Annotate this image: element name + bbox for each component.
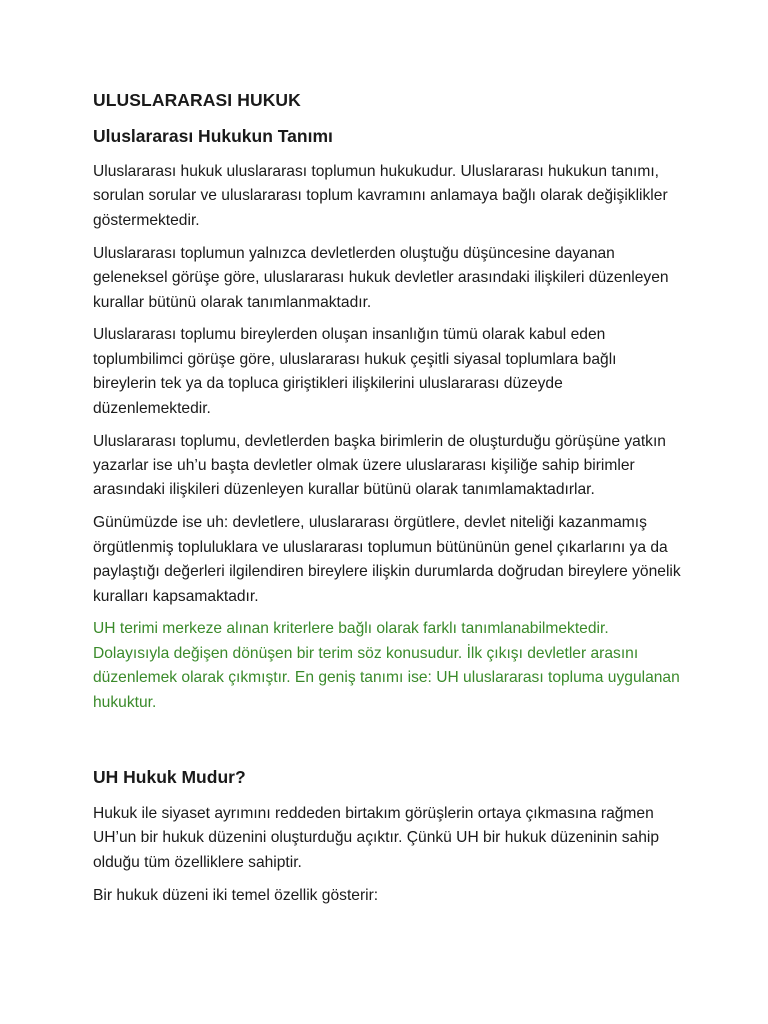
document-page: [93, 88, 683, 917]
section-heading-definition: Uluslararası Hukukun Tanımı: [93, 126, 333, 146]
paragraph: Uluslararası toplumu, devletlerden başka birimlerin de oluşturduğu görüşüne yatkın yazarlar ise uh’u başta devletler olmak üzere uluslararası kişiliğe sahip birimler arasındaki ilişkileri düzenleyen kurallar bütünü olarak tanımlamaktadırlar.: [93, 432, 666, 499]
paragraph: Hukuk ile siyaset ayrımını reddeden birtakım görüşlerin ortaya çıkmasına rağmen UH’un bir hukuk düzenini oluşturduğu açıktır. Çünkü UH bir hukuk düzeninin sahip olduğu tüm özelliklere sahiptir.: [93, 805, 660, 871]
paragraph: Uluslararası toplumun yalnızca devletlerden oluştuğu düşüncesine dayanan geleneksel görüşe göre, uluslararası hukuk devletler arasındaki ilişkileri düzenleyen kurallar bütünü olarak tanımlanmaktadır.: [93, 244, 669, 311]
paragraph: Uluslararası toplumu bireylerden oluşan insanlığın tümü olarak kabul eden toplumbilimci görüşe göre, uluslararası hukuk çeşitli siyasal toplumlara bağlı bireylerin tek ya da topluca giriştikleri ilişkilerini uluslararası düzeyde düzenlemektedir.: [93, 326, 617, 417]
highlighted-paragraph: UH terimi merkeze alınan kriterlere bağlı olarak farklı tanımlanabilmektedir. Dolayısıyla değişen dönüşen bir terim söz konusudur. İlk çıkışı devletler arasını düzenlemek olarak çıkmıştır. En geniş tanımı ise: UH uluslararası topluma uygulanan hukuktur.: [93, 620, 680, 711]
document-title: ULUSLARARASI HUKUK: [93, 90, 301, 110]
section-heading-is-law: UH Hukuk Mudur?: [93, 767, 246, 788]
paragraph: Günümüzde ise uh: devletlere, uluslararası örgütlere, devlet niteliği kazanmamış örgütlenmiş topluluklara ve uluslararası toplumun bütününün genel çıkarlarını ya da paylaştığı değerleri ilgilendiren bireylere ilişkin durumlarda doğrudan bireylere yönelik kuralları kapsamaktadır.: [93, 514, 681, 605]
paragraph: Bir hukuk düzeni iki temel özellik gösterir:: [93, 886, 379, 904]
paragraph: Uluslararası hukuk uluslararası toplumun hukukudur. Uluslararası hukukun tanımı, sorulan sorular ve uluslararası toplum kavramını anlamaya bağlı olarak değişiklikler göstermektedir.: [93, 163, 668, 229]
